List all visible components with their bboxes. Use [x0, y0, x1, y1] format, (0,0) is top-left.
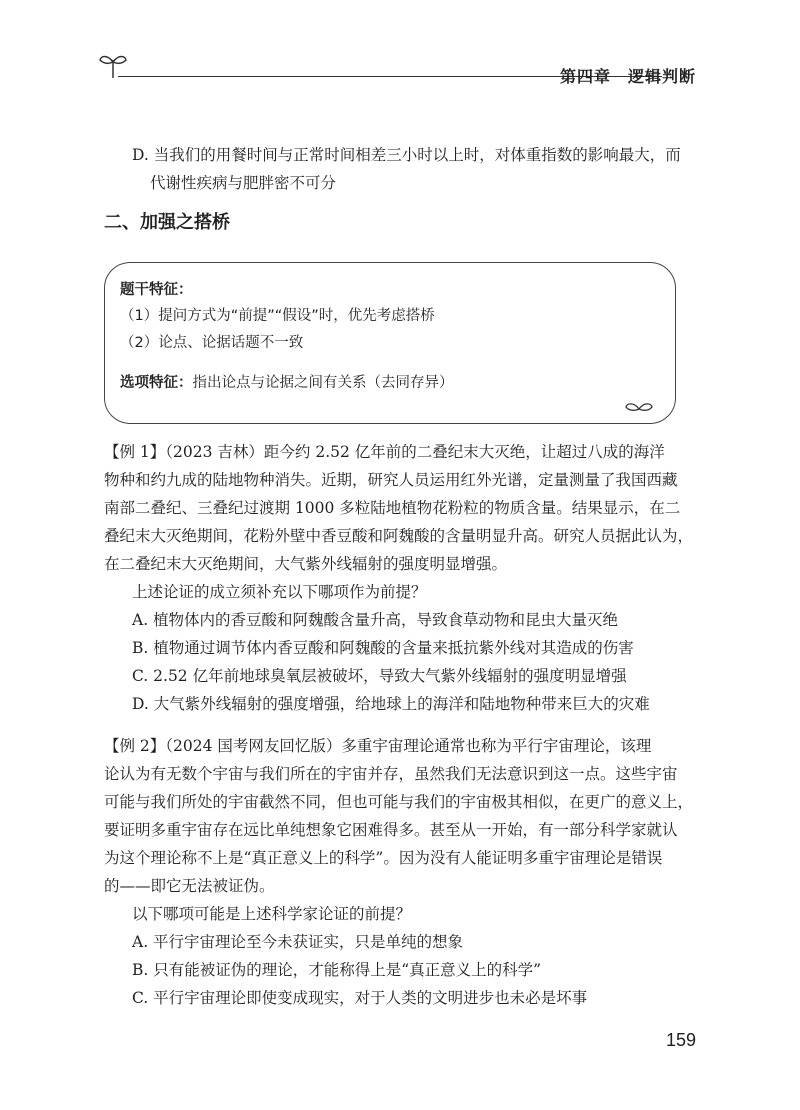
example1-line-4: 叠纪末大灭绝期间，花粉外壁中香豆酸和阿魏酸的含量明显升高。研究人员据此认为， [104, 527, 694, 545]
section-title: 二、加强之搭桥 [104, 212, 230, 233]
chapter-title: 第四章 逻辑判断 [559, 67, 696, 86]
stem-feature-title: 题干特征： [120, 282, 193, 298]
example2-question: 以下哪项可能是上述科学家论证的前提？ [132, 905, 412, 923]
example2-line-5: 为这个理论称不上是“真正意义上的科学”。因为没有人能证明多重宇宙理论是错误 [104, 849, 663, 867]
example1-option-b: B. 植物通过调节体内香豆酸和阿魏酸的含量来抵抗紫外线对其造成的伤害 [132, 639, 634, 657]
example1-option-a: A. 植物体内的香豆酸和阿魏酸含量升高，导致食草动物和昆虫大量灭绝 [132, 611, 619, 629]
option-feature-title: 选项特征： [120, 375, 193, 391]
example1-line-1: 【例 1】（2023 吉林）距今约 2.52 亿年前的二叠纪末大灭绝，让超过八成的海洋 [104, 443, 665, 461]
option-feature-text: 指出论点与论据之间有关系（去同存异） [192, 375, 454, 391]
option-d-line-2: 代谢性疾病与肥胖密不可分 [150, 174, 337, 192]
page-header [0, 0, 800, 100]
stem-feature-1: （1）提问方式为“前提”“假设”时，优先考虑搭桥 [120, 308, 435, 324]
example2-option-c: C. 平行宇宙理论即使变成现实，对于人类的文明进步也未必是坏事 [132, 989, 588, 1007]
example2-option-a: A. 平行宇宙理论至今未获证实，只是单纯的想象 [132, 933, 464, 951]
option-d-line-1: D. 当我们的用餐时间与正常时间相差三小时以上时，对体重指数的影响最大，而 [132, 146, 681, 164]
example1-option-d: D. 大气紫外线辐射的强度增强，给地球上的海洋和陆地物种带来巨大的灾难 [132, 695, 650, 713]
example1-question: 上述论证的成立须补充以下哪项作为前提？ [132, 583, 427, 601]
example2-line-3: 可能与我们所处的宇宙截然不同，但也可能与我们的宇宙极其相似，在更广的意义上， [104, 793, 694, 811]
example1-line-5: 在二叠纪末大灭绝期间，大气紫外线辐射的强度明显增强。 [104, 555, 508, 573]
example2-line-4: 要证明多重宇宙存在远比单纯想象它困难得多。甚至从一开始，有一部分科学家就认 [104, 821, 678, 839]
example2-line-6: 的——即它无法被证伪。 [104, 877, 275, 895]
stem-feature-2: （2）论点、论据话题不一致 [120, 335, 304, 351]
example1-option-c: C. 2.52 亿年前地球臭氧层被破坏，导致大气紫外线辐射的强度明显增强 [132, 667, 627, 685]
example1-line-2: 物种和约九成的陆地物种消失。近期，研究人员运用红外光谱，定量测量了我国西藏 [104, 471, 678, 489]
example1-line-3: 南部二叠纪、三叠纪过渡期 1000 多粒陆地植物花粉粒的物质含量。结果显示，在二 [104, 499, 681, 517]
option-feature [120, 371, 454, 392]
leaf-ornament-icon [624, 400, 654, 416]
example2-option-b: B. 只有能被证伪的理论，才能称得上是“真正意义上的科学” [132, 961, 542, 979]
example2-line-1: 【例 2】（2024 国考网友回忆版）多重宇宙理论通常也称为平行宇宙理论，该理 [104, 737, 652, 755]
example2-line-2: 论认为有无数个宇宙与我们所在的宇宙并存，虽然我们无法意识到这一点。这些宇宙 [104, 765, 678, 783]
page-number: 159 [665, 1030, 696, 1050]
